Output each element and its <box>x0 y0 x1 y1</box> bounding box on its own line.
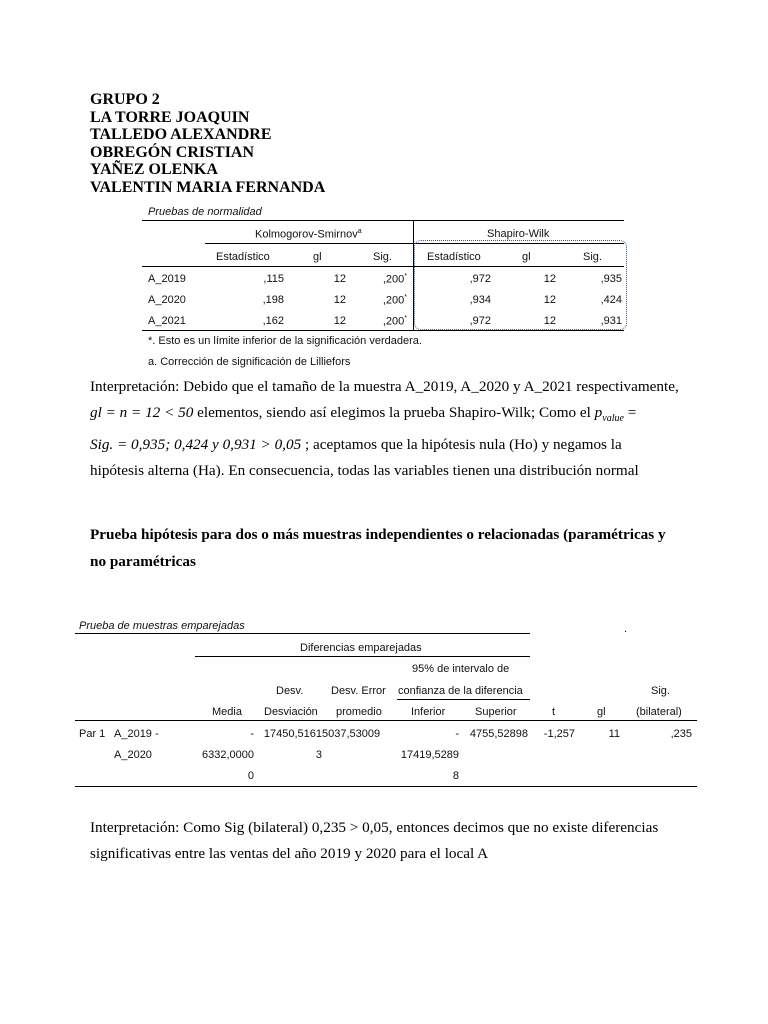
interp-line: hipótesis alterna (Ha). En consecuencia, todas las variables tienen una distribución normal <box>90 462 639 480</box>
sw-sig: ,931 <box>600 315 622 327</box>
media-value: 0 <box>247 770 254 782</box>
ks-sig: ,200* <box>382 315 407 328</box>
error-value: 5037,53009 <box>322 728 381 740</box>
pair-name: A_2019 - <box>114 728 159 740</box>
table-top-rule <box>75 633 530 634</box>
section-heading: Prueba hipótesis para dos o más muestras independientes o relacionadas (paramétricas y no paramétricas <box>90 526 666 570</box>
t-value: -1,257 <box>543 728 575 740</box>
group-rule <box>195 656 530 657</box>
sw-stat: ,972 <box>469 315 491 327</box>
row-label: A_2019 <box>148 273 186 285</box>
col-header: Desv. <box>276 685 304 697</box>
col-header: t <box>552 706 556 718</box>
sig-value: ,235 <box>670 728 692 740</box>
header-rule <box>142 266 624 267</box>
ks-gl: 12 <box>333 273 346 285</box>
sw-gl: 12 <box>543 294 556 306</box>
group-header: Diferencias emparejadas <box>300 642 422 654</box>
inferior-value: 8 <box>452 770 459 782</box>
col-header: Estadístico <box>216 251 270 263</box>
col-header: gl <box>313 251 322 263</box>
ks-sig: ,200* <box>382 294 407 307</box>
ks-stat: ,115 <box>263 273 284 285</box>
col-header: Desv. Error <box>331 685 386 697</box>
sw-group-header: Shapiro-Wilk <box>487 228 550 240</box>
author-name: YAÑEZ OLENKA <box>90 161 218 178</box>
ks-gl: 12 <box>333 315 346 327</box>
ci-header: confianza de la diferencia <box>398 685 523 697</box>
interp-line: significativas entre las ventas del año 2019 y 2020 para el local A <box>90 845 489 862</box>
col-header: promedio <box>336 706 382 718</box>
author-name: VALENTIN MARIA FERNANDA <box>90 178 326 196</box>
ks-stat: ,198 <box>262 294 284 306</box>
table-note: a. Corrección de significación de Lilliefors <box>148 356 351 368</box>
col-header: gl <box>522 251 531 263</box>
col-header: Sig. <box>373 251 392 263</box>
col-header: Sig. <box>583 251 602 263</box>
col-header: Inferior <box>411 706 446 718</box>
sw-stat: ,934 <box>469 294 491 306</box>
col-header: Sig. <box>651 685 670 697</box>
inferior-value: - <box>455 728 459 740</box>
ks-stat: ,162 <box>262 315 284 327</box>
author-name: LA TORRE JOAQUIN <box>90 108 250 126</box>
inferior-value: 17419,5289 <box>400 749 459 761</box>
col-header: Estadístico <box>427 251 481 263</box>
table-bottom-rule <box>75 786 697 787</box>
col-header: Superior <box>475 706 517 718</box>
sw-sig: ,935 <box>600 273 622 285</box>
col-header: (bilateral) <box>636 706 682 718</box>
author-name: OBREGÓN CRISTIAN <box>90 143 255 161</box>
interp-line: gl = n = 12 < 50 elementos, siendo así elegimos la prueba Shapiro-Wilk; Como el $p_{value}$ = <box>90 404 637 425</box>
interpretation-paragraph <box>90 374 680 484</box>
pair-name: A_2020 <box>114 749 152 761</box>
desv-value: 3 <box>315 749 322 761</box>
gl-value: 11 <box>608 728 620 740</box>
media-value: 6332,0000 <box>202 749 254 761</box>
ks-group-header: Kolmogorov-Smirnov$^a$ <box>255 228 362 241</box>
sw-stat: ,972 <box>469 273 491 285</box>
table-top-rule <box>142 220 624 221</box>
interpretation-paragraph-2 <box>90 815 658 867</box>
row-label: A_2020 <box>148 294 186 306</box>
interp-line: Sig. = 0,935; 0,424 y 0,931 > 0,05 ; aceptamos que la hipótesis nula (Ho) y negamos la <box>90 436 622 454</box>
col-header: Desviación <box>264 706 318 718</box>
interp-line: Interpretación: Como Sig (bilateral) 0,235 > 0,05, entonces decimos que no existe diferencias <box>90 819 659 836</box>
col-header: gl <box>597 706 606 718</box>
col-header: Media <box>212 706 242 718</box>
ci-rule <box>397 699 530 700</box>
sw-gl: 12 <box>543 273 556 285</box>
interp-line: Interpretación: Debido que el tamaño de la muestra A_2019, A_2020 y A_2021 respectivamente, <box>90 378 679 395</box>
sw-sig: ,424 <box>600 294 622 306</box>
group-title: GRUPO 2 <box>90 91 160 108</box>
sw-gl: 12 <box>543 315 556 327</box>
ks-sig: ,200* <box>382 273 407 286</box>
ks-gl: 12 <box>333 294 346 306</box>
pair-label: Par 1 <box>79 728 106 740</box>
author-list <box>90 91 325 196</box>
ci-header: 95% de intervalo de <box>412 663 510 675</box>
header-rule <box>75 720 697 721</box>
row-label: A_2021 <box>148 315 186 327</box>
superior-value: 4755,52898 <box>469 728 528 740</box>
media-value: - <box>250 728 254 740</box>
table-caption: Pruebas de normalidad <box>148 206 262 218</box>
author-name: TALLEDO ALEXANDRE <box>90 126 272 143</box>
stray-dot: . <box>624 623 628 635</box>
table-bottom-rule <box>142 330 624 331</box>
table-caption: Prueba de muestras emparejadas <box>79 620 245 632</box>
table-note: *. Esto es un límite inferior de la significación verdadera. <box>148 335 422 347</box>
desv-value: 17450,5161 <box>263 728 322 740</box>
